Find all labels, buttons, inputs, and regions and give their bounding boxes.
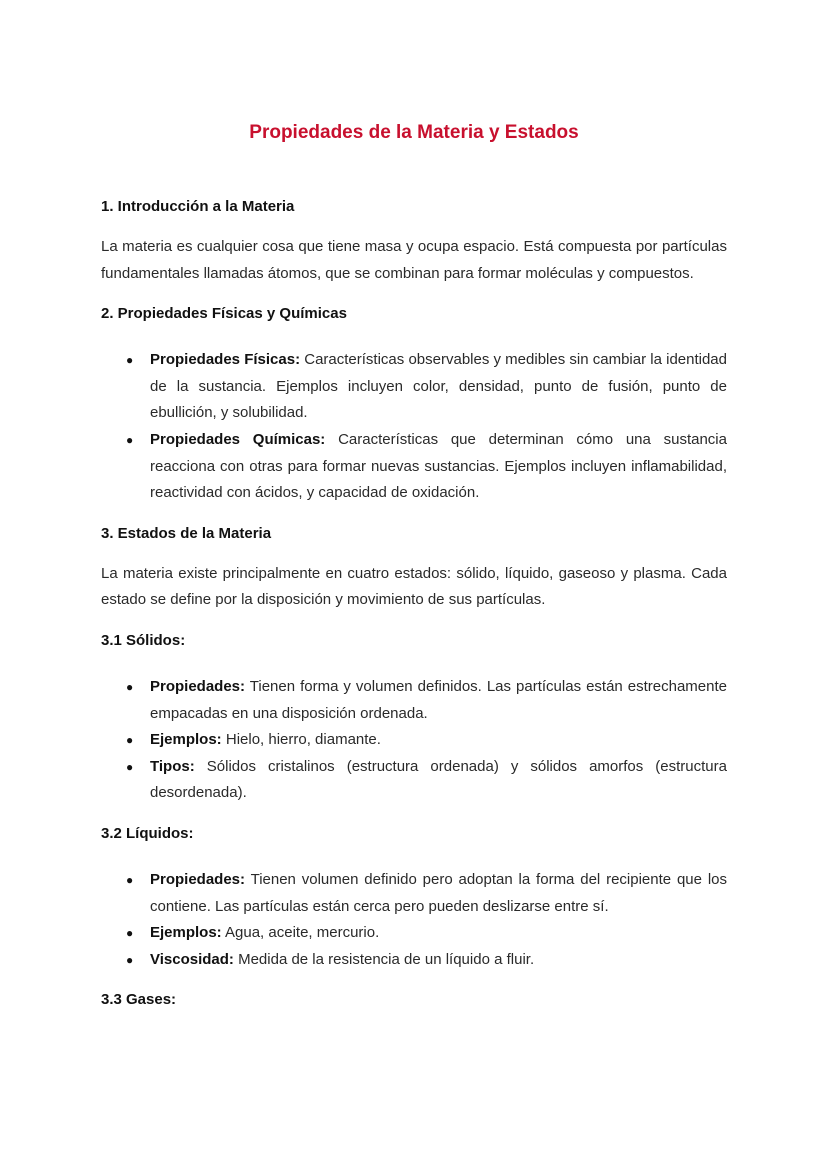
list-item-text: Sólidos cristalinos (estructura ordenada) y sólidos amorfos (estructura desordenada). [150,757,727,802]
document-title: Propiedades de la Materia y Estados [249,122,579,143]
bullet-icon: ● [126,432,134,447]
solids-list [101,674,727,807]
bullet-icon: ● [126,759,134,774]
list-item-text: Hielo, hierro, diamante. [221,731,381,749]
section-heading-states: 3. Estados de la Materia [101,524,272,542]
section-paragraph-intro: La materia es cualquier cosa que tiene masa y ocupa espacio. Está compuesta por partículas fundamentales llamadas átomos, que se combinan para formar moléculas y compuestos. [101,238,727,282]
list-item [126,674,727,727]
list-item [126,920,727,947]
section-heading-properties: 2. Propiedades Físicas y Químicas [101,305,347,323]
properties-list [101,347,727,507]
list-item-text: Agua, aceite, mercurio. [221,924,380,942]
bullet-icon: ● [126,952,134,967]
section-paragraph-states: La materia existe principalmente en cuatro estados: sólido, líquido, gaseoso y plasma. Cada estado se define por la disposición y movimiento de sus partículas. [101,564,727,609]
list-item-label: Ejemplos: [150,731,222,749]
section-heading-solids: 3.1 Sólidos: [101,631,186,649]
list-item-label: Ejemplos: [150,924,222,942]
bullet-icon: ● [126,872,134,887]
liquids-list [101,867,727,973]
list-item [126,427,727,507]
list-item-label: Tipos: [150,757,195,775]
list-item-label: Viscosidad: [150,950,234,968]
list-item-label: Propiedades: [150,677,246,695]
list-item-text: Tienen volumen definido pero adoptan la forma del recipiente que los contiene. Las partículas están cerca pero pueden deslizarse entre sí. [150,870,727,915]
list-item [126,727,727,754]
list-item-label: Propiedades: [150,870,246,888]
bullet-icon: ● [126,679,134,694]
list-item-label: Propiedades Químicas: [150,430,326,448]
bullet-icon: ● [126,926,134,941]
list-item [126,347,727,427]
list-item [126,754,727,807]
bullet-icon: ● [126,353,134,368]
list-item-label: Propiedades Físicas: [150,351,301,369]
list-item [126,947,727,974]
list-item-text: Medida de la resistencia de un líquido a fluir. [233,950,535,968]
bullet-icon: ● [126,733,134,748]
list-item-text: Características observables y medibles sin cambiar la identidad de la sustancia. Ejemplos incluyen color, densidad, punto de fusión, punto de ebullición, y solubilidad. [150,351,727,422]
list-item-text: Características que determinan cómo una sustancia reacciona con otras para formar nuevas sustancias. Ejemplos incluyen inflamabilidad, reactividad con ácidos, y capacidad de oxidación. [150,430,727,502]
list-item-text: Tienen forma y volumen definidos. Las partículas están estrechamente empacadas en una disposición ordenada. [150,677,727,722]
list-item [126,867,727,920]
section-heading-gases: 3.3 Gases: [101,991,177,1009]
section-heading-liquids: 3.2 Líquidos: [101,824,194,842]
section-heading-intro: 1. Introducción a la Materia [101,198,295,215]
